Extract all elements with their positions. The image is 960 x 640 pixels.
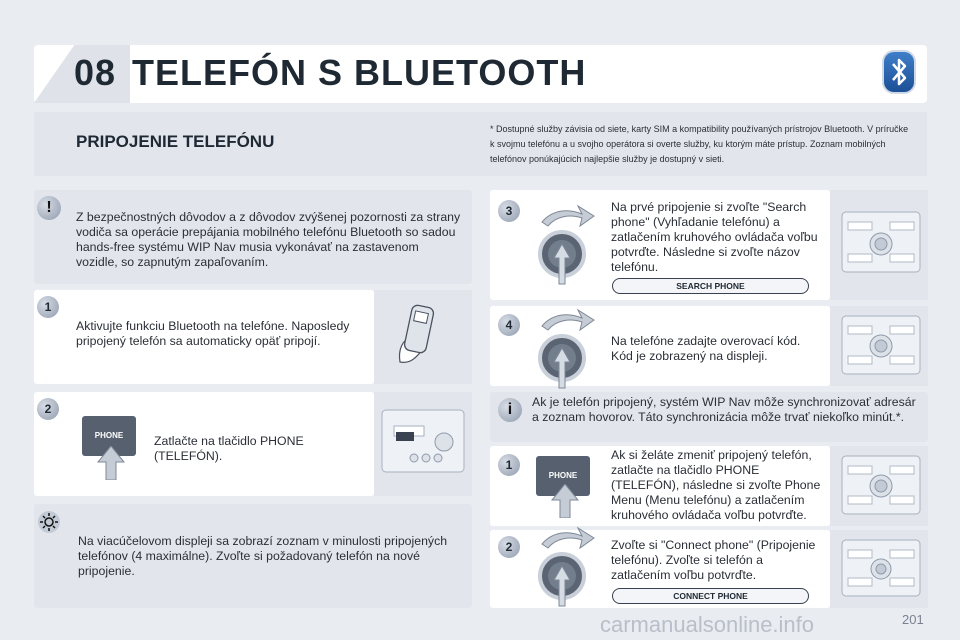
step-number: 2 (37, 398, 59, 420)
mobile-phone-icon (392, 300, 452, 370)
chapter-number: 08 (74, 52, 117, 93)
rotary-knob-icon (528, 522, 596, 608)
step1b-text: Ak si želáte zmeniť pripojený telefón, zatlačte na tlačidlo PHONE (TELEFÓN), následne si zvoľte Phone Menu (Menu telefónu) a zatlačením kruhového ovládača voľbu potvrďte. (611, 448, 821, 522)
step-number: 2 (498, 536, 520, 558)
info-text: Ak je telefón pripojený, systém WIP Nav môže synchronizovať adresár a zoznam hovorov. Táto synchronizácia môže trvať niekoľko minút.*. (532, 395, 916, 424)
footnote: * Dostupné služby závisia od siete, karty SIM a kompatibility používaných prístrojov Bluetooth. V príručke k svojmu telefónu a u svojho operátora si overte služby, ku ktorým máte prístup. Zoznam mobilných telefónov ponúkajúcich najlepšie služby je dostupný v sieti. (490, 124, 909, 164)
radio-unit-icon (840, 312, 922, 380)
tip-text: Na viacúčelovom displeji sa zobrazí zoznam v minulosti pripojených telefónov (4 maximálne). Zvoľte si požadovaný telefón na nové pripojenie. (78, 534, 448, 578)
watermark: carmanualsonline.info (600, 612, 815, 637)
step2b-text: Zvoľte si "Connect phone" (Pripojenie telefónu). Zvoľte si telefón a zatlačením voľbu potvrďte. (611, 538, 816, 582)
radio-unit-icon (840, 452, 922, 520)
step-number: 3 (498, 200, 520, 222)
phone-button[interactable]: PHONE (82, 416, 136, 456)
radio-unit-icon (380, 406, 466, 478)
step3-text: Na prvé pripojenie si zvoľte "Search phone" (Vyhľadanie telefónu) a zatlačením kruhového ovládača voľbu potvrďte. Následne si zvoľte názov telefónu. (611, 200, 818, 274)
bluetooth-icon (882, 50, 916, 94)
sun-tip-icon (37, 510, 61, 534)
step-number: 1 (498, 454, 520, 476)
page-title: TELEFÓN S BLUETOOTH (132, 52, 587, 93)
search-phone-label: SEARCH PHONE (612, 278, 809, 294)
warning-text: Z bezpečnostných dôvodov a z dôvodov zvýšenej pozornosti za strany vodiča sa operácie prepájania mobilného telefónu Bluetooth so sadou hands-free systému WIP Nav musia vykonávať na zastavenom vozidle, so zapnutým zapaľovaním. (76, 210, 461, 269)
info-icon: i (498, 398, 522, 422)
radio-unit-icon (840, 536, 922, 602)
phone-button[interactable]: PHONE (536, 456, 590, 496)
step-number: 1 (37, 296, 59, 318)
step2-text: Zatlačte na tlačidlo PHONE (TELEFÓN). (154, 434, 304, 463)
section-title: PRIPOJENIE TELEFÓNU (76, 132, 275, 151)
rotary-knob-icon (528, 200, 596, 286)
radio-unit-icon (840, 208, 922, 278)
step1-text: Aktivujte funkciu Bluetooth na telefóne. Naposledy pripojený telefón sa automaticky opäť pripojí. (76, 319, 350, 348)
step-number: 4 (498, 314, 520, 336)
warning-icon: ! (37, 196, 61, 220)
arrow-up-icon (550, 484, 580, 518)
step4-text: Na telefóne zadajte overovací kód. Kód je zobrazený na displeji. (611, 334, 801, 363)
rotary-knob-icon (528, 304, 596, 390)
connect-phone-label: CONNECT PHONE (612, 588, 809, 604)
arrow-up-icon (96, 446, 126, 480)
page-number: 201 (902, 612, 924, 627)
